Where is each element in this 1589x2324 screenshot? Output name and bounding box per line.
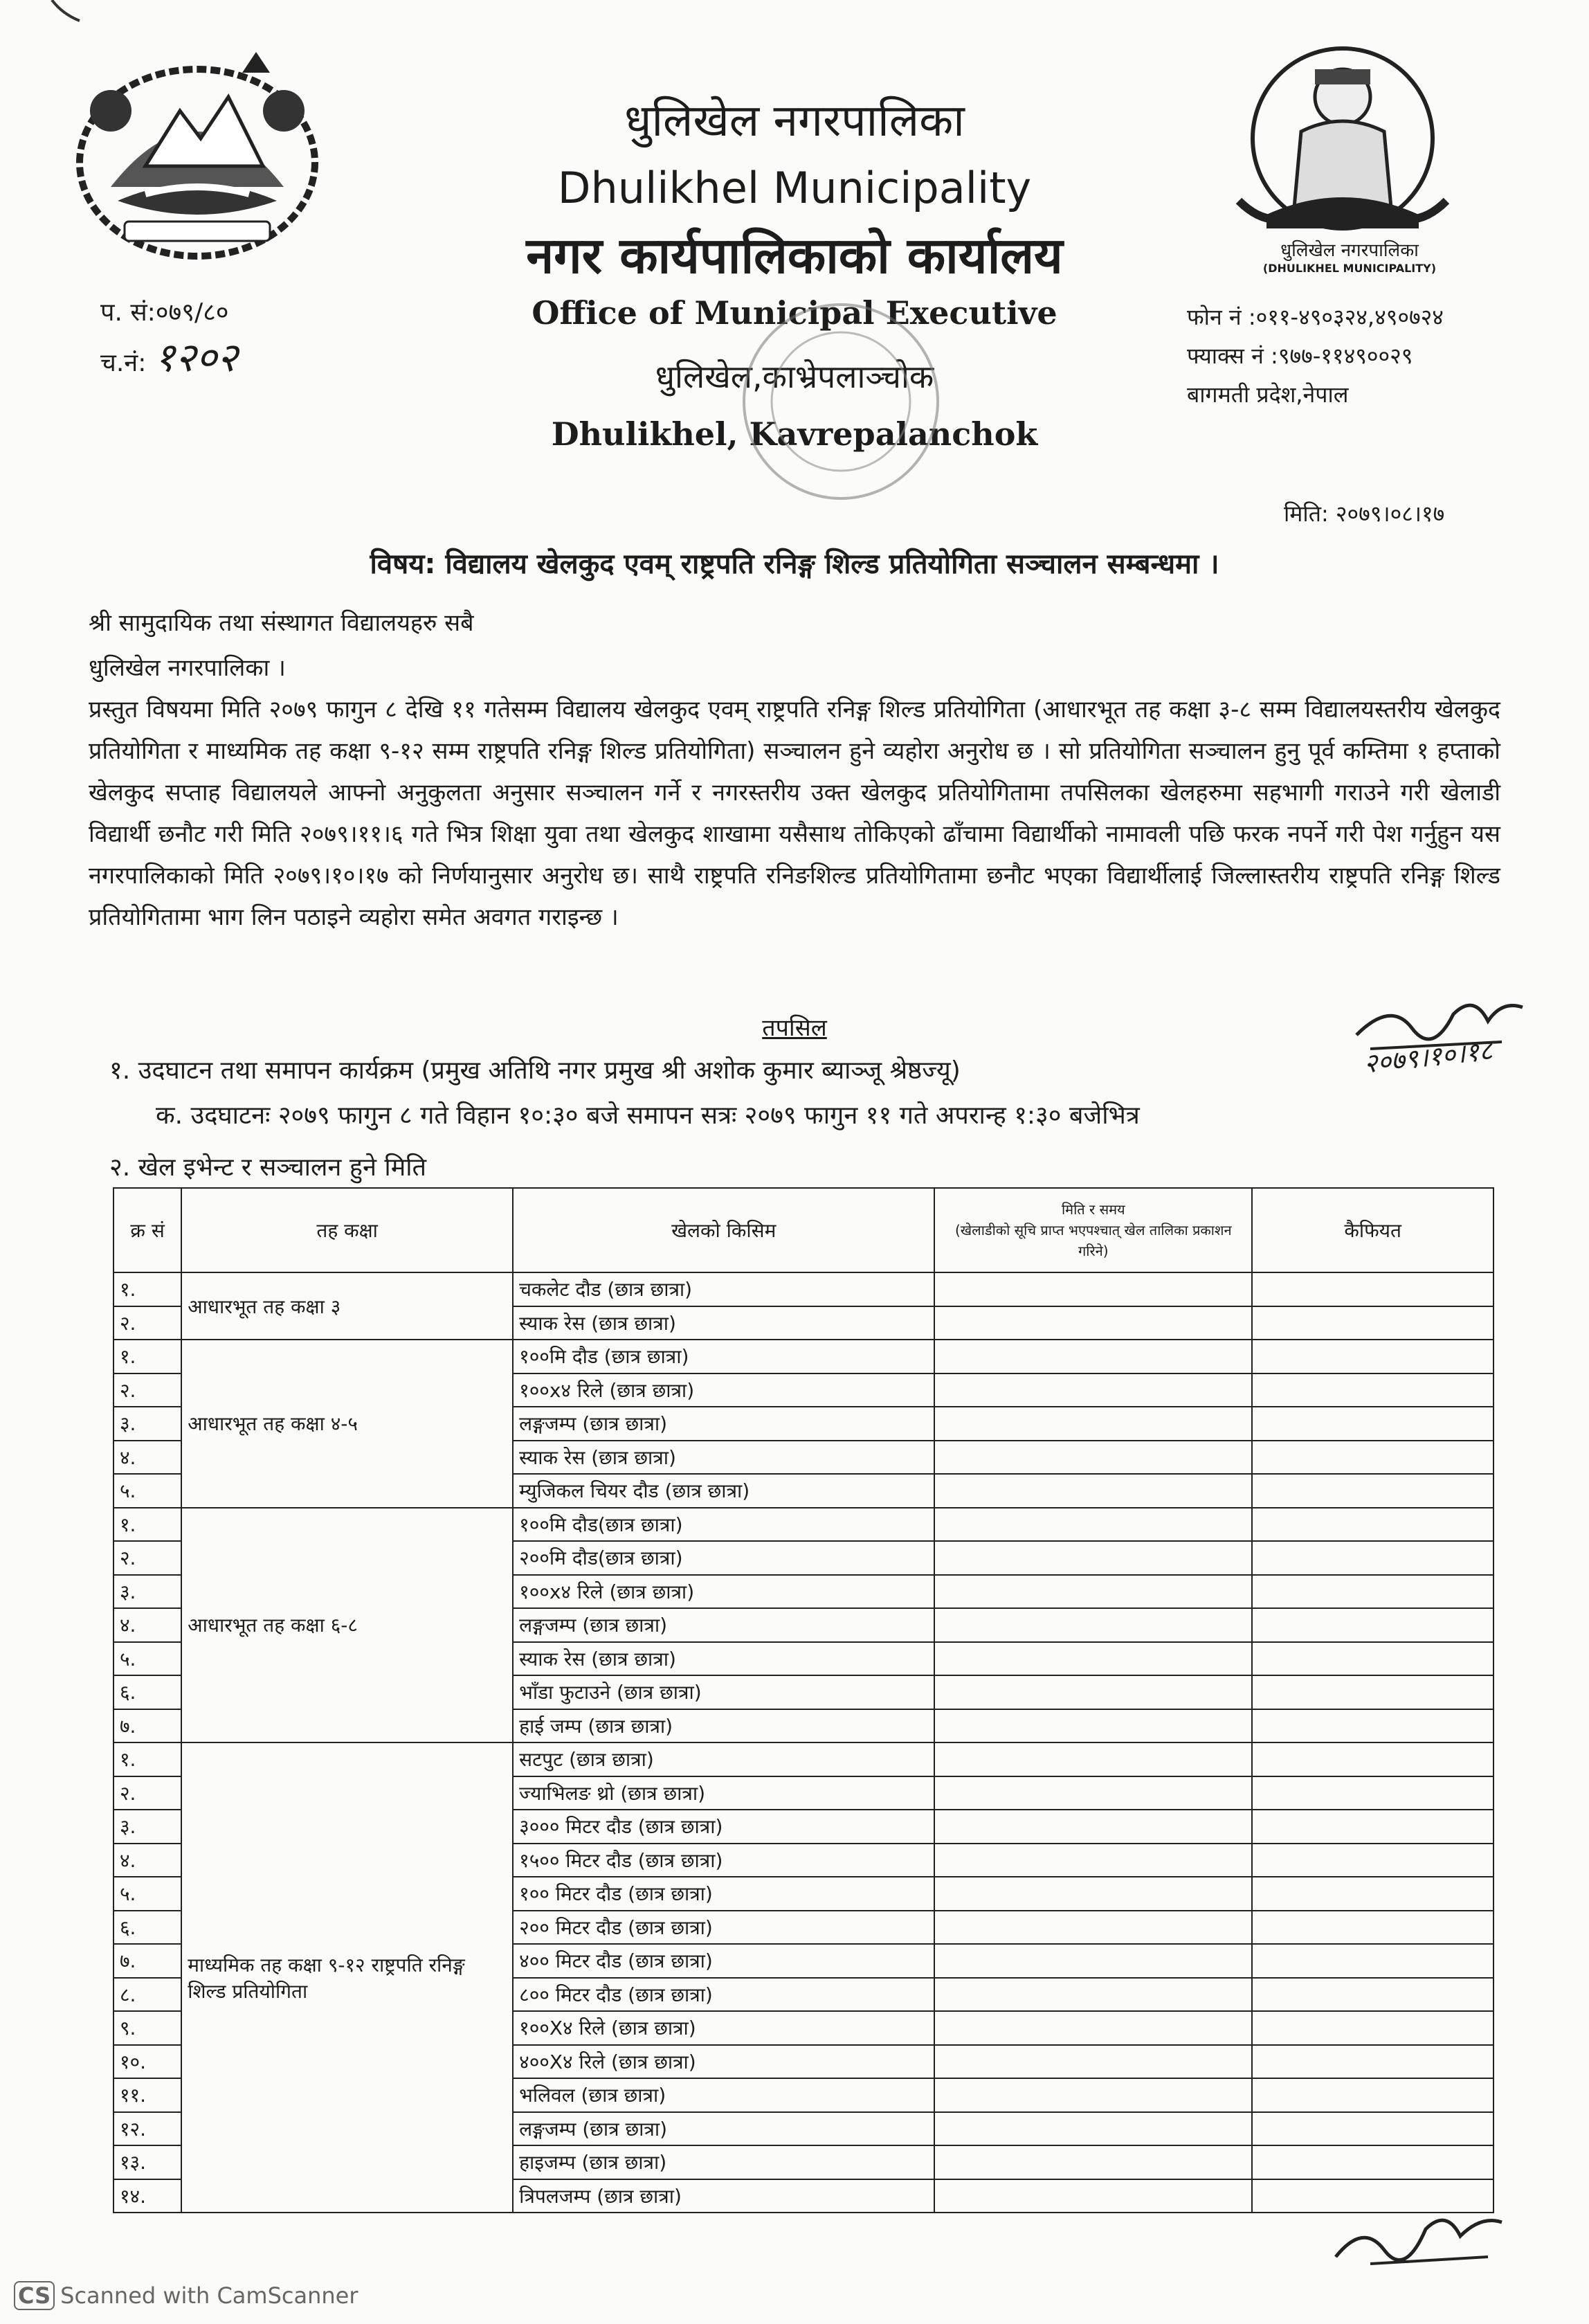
header-date xyxy=(934,1188,1252,1272)
recipient-line-1: श्री सामुदायिक तथा संस्थागत विद्यालयहरु सबै xyxy=(89,609,474,637)
row-remarks xyxy=(1252,2078,1493,2112)
reference-number: प. सं:०७९/८० xyxy=(100,298,229,327)
row-game: स्याक रेस (छात्र छात्रा) xyxy=(513,1441,934,1475)
camscanner-logo: CS xyxy=(14,2281,55,2310)
row-sn: ५. xyxy=(113,1877,181,1911)
row-date xyxy=(934,2011,1252,2045)
row-sn: ७. xyxy=(113,1944,181,1978)
row-remarks xyxy=(1252,1642,1493,1676)
row-remarks xyxy=(1252,2045,1493,2079)
row-remarks xyxy=(1252,2112,1493,2146)
row-remarks xyxy=(1252,1978,1493,2012)
row-sn: ११. xyxy=(113,2078,181,2112)
row-remarks xyxy=(1252,1877,1493,1911)
header-sn: क्र सं xyxy=(113,1188,181,1272)
row-date xyxy=(934,1877,1252,1911)
row-game: १५०० मिटर दौड (छात्र छात्रा) xyxy=(513,1844,934,1877)
row-date xyxy=(934,1709,1252,1743)
row-remarks xyxy=(1252,1844,1493,1877)
row-remarks xyxy=(1252,1575,1493,1609)
row-sn: ४. xyxy=(113,1844,181,1877)
row-date xyxy=(934,1978,1252,2012)
letter-body: प्रस्तुत विषयमा मिति २०७९ फागुन ८ देखि ११ गतेसम्म विद्यालय खेलकुद एवम् राष्ट्रपति रनिङ्ग शिल्ड प्रतियोगिता (आधारभूत तह कक्षा ३-८ सम्म विद्यालयस्तरीय खेलकुद प्रतियोगिता र माध्यमिक तह कक्षा ९-१२ सम्म राष्ट्रपति रनिङ्ग शिल्ड प्रतियोगिता) सञ्चालन हुने व्यहोरा अनुरोध छ । सो प्रतियोगिता सञ्चालन हुनु पूर्व कम्तिमा १ हप्ताको खेलकुद सप्ताह विद्यालयले आफ्नो अनुकुलता अनुसार सञ्चालन गर्ने र नगरस्तरीय उक्त खेलकुद प्रतियोगितामा तपसिलका खेलहरुमा सहभागी गराउने गरी खेलाडी विद्यार्थी छनौट गरी मिति २०७९।११।६ गते भित्र शिक्षा युवा तथा खेलकुद शाखामा यसैसाथ तोकिएको ढाँचामा विद्यार्थीको नामावली पछि फरक नपर्ने गरी पेश गर्नुहुन यस नगरपालिकाको मिति २०७९।१०।१७ को निर्णयानुसार अनुरोध छ। साथै राष्ट्रपति रनिङशिल्ड प्रतियोगितामा छनौट भएका विद्यार्थीलाई जिल्लास्तरीय राष्ट्रपति रनिङ्ग शिल्ड प्रतियोगितामा भाग लिन पठाइने व्यहोरा समेत अवगत गराइन्छ । xyxy=(89,696,1500,931)
row-game: १०० मिटर दौड (छात्र छात्रा) xyxy=(513,1877,934,1911)
municipality-title-np: धुलिखेल नगरपालिका xyxy=(624,96,965,147)
row-date xyxy=(934,1272,1252,1306)
row-sn: ८. xyxy=(113,1978,181,2012)
row-date xyxy=(934,1340,1252,1373)
row-game: ३००० मिटर दौड (छात्र छात्रा) xyxy=(513,1810,934,1844)
row-remarks xyxy=(1252,1742,1493,1776)
program-item-1: १. उदघाटन तथा समापन कार्यक्रम (प्रमुख अतिथि नगर प्रमुख श्री अशोक कुमार ब्याञ्जू श्रेष्ठज्यू) xyxy=(109,1056,961,1085)
scanned-with-text: Scanned with CamScanner xyxy=(60,2282,358,2309)
header-date-line2: (खेलाडीको सूचि प्राप्त भएपश्चात् खेल तालिका प्रकाशन गरिने) xyxy=(954,1222,1232,1259)
table-row xyxy=(113,1508,1493,1542)
row-remarks xyxy=(1252,1474,1493,1508)
row-date xyxy=(934,1508,1252,1542)
row-sn: ३. xyxy=(113,1810,181,1844)
row-remarks xyxy=(1252,1911,1493,1945)
province: बागमती प्रदेश,नेपाल xyxy=(1187,381,1349,408)
row-sn: २. xyxy=(113,1306,181,1340)
row-remarks xyxy=(1252,1407,1493,1441)
row-date xyxy=(934,1675,1252,1709)
row-game: १००मि दौड(छात्र छात्रा) xyxy=(513,1508,934,1542)
row-date xyxy=(934,1742,1252,1776)
row-sn: २. xyxy=(113,1541,181,1575)
row-remarks xyxy=(1252,1441,1493,1475)
row-date xyxy=(934,1373,1252,1407)
row-date xyxy=(934,1474,1252,1508)
row-date xyxy=(934,2145,1252,2179)
row-game: ४००X४ रिले (छात्र छात्रा) xyxy=(513,2045,934,2079)
letter-subject: विषय: विद्यालय खेलकुद एवम् राष्ट्रपति रनिङ्ग शिल्ड प्रतियोगिता सञ्चालन सम्बन्धमा । xyxy=(370,548,1219,580)
fax-number: फ्याक्स नं :९७७-११४९००२९ xyxy=(1187,343,1413,369)
row-date xyxy=(934,1407,1252,1441)
row-remarks xyxy=(1252,1776,1493,1810)
row-date xyxy=(934,1844,1252,1877)
row-sn: ७. xyxy=(113,1709,181,1743)
phone-number: फोन नं :०११-४९०३२४,४९०७२४ xyxy=(1187,304,1444,330)
signature-icon xyxy=(1329,2195,1509,2278)
row-sn: ३. xyxy=(113,1575,181,1609)
row-sn: ९. xyxy=(113,2011,181,2045)
row-level: आधारभूत तह कक्षा ३ xyxy=(181,1272,513,1340)
row-level: माध्यमिक तह कक्षा ९-१२ राष्ट्रपति रनिङ्ग शिल्ड प्रतियोगिता xyxy=(181,1742,513,2213)
row-game: हाई जम्प (छात्र छात्रा) xyxy=(513,1709,934,1743)
row-date xyxy=(934,1944,1252,1978)
dispatch-number-line xyxy=(100,335,238,386)
reference-block xyxy=(100,291,238,386)
corner-mark xyxy=(48,0,83,28)
row-game: स्याक रेस (छात्र छात्रा) xyxy=(513,1306,934,1340)
row-remarks xyxy=(1252,1272,1493,1306)
row-date xyxy=(934,1642,1252,1676)
row-remarks xyxy=(1252,2145,1493,2179)
row-date xyxy=(934,1575,1252,1609)
row-game: लङ्गजम्प (छात्र छात्रा) xyxy=(513,1608,934,1642)
row-game: २००मि दौड(छात्र छात्रा) xyxy=(513,1541,934,1575)
contact-block xyxy=(1187,298,1444,414)
row-game: सटपुट (छात्र छात्रा) xyxy=(513,1742,934,1776)
row-remarks xyxy=(1252,1541,1493,1575)
emblem-caption-en: (DHULIKHEL MUNICIPALITY) xyxy=(1262,262,1437,275)
row-date xyxy=(934,1441,1252,1475)
table-row xyxy=(113,1340,1493,1373)
row-date xyxy=(934,1776,1252,1810)
program-item-1a: क. उदघाटनः २०७९ फागुन ८ गते विहान १०:३० बजे समापन सत्रः २०७९ फागुन ११ गते अपरान्ह १:३० बजेभित्र xyxy=(156,1101,1140,1130)
row-game: चकलेट दौड (छात्र छात्रा) xyxy=(513,1272,934,1306)
row-level: आधारभूत तह कक्षा ६-८ xyxy=(181,1508,513,1743)
row-date xyxy=(934,2179,1252,2213)
row-remarks xyxy=(1252,1810,1493,1844)
row-sn: १. xyxy=(113,1742,181,1776)
table-row xyxy=(113,1742,1493,1776)
row-sn: १३. xyxy=(113,2145,181,2179)
office-title-en: Office of Municipal Executive xyxy=(532,294,1057,332)
row-game: त्रिपलजम्प (छात्र छात्रा) xyxy=(513,2179,934,2213)
scanner-footer xyxy=(14,2281,358,2310)
row-game: स्याक रेस (छात्र छात्रा) xyxy=(513,1642,934,1676)
events-table xyxy=(113,1187,1494,2213)
signature-date: २०७९।१०।१८ xyxy=(1362,1035,1494,1079)
row-remarks xyxy=(1252,1340,1493,1373)
address-np: धुलिखेल,काभ्रेपलाञ्चोक xyxy=(655,358,934,395)
row-sn: ५. xyxy=(113,1642,181,1676)
row-sn: १. xyxy=(113,1272,181,1306)
letter-date: मिति: २०७९।०८।१७ xyxy=(1284,501,1445,527)
row-sn: ४. xyxy=(113,1441,181,1475)
row-game: १००x४ रिले (छात्र छात्रा) xyxy=(513,1373,934,1407)
row-game: ८०० मिटर दौड (छात्र छात्रा) xyxy=(513,1978,934,2012)
row-game: भलिवल (छात्र छात्रा) xyxy=(513,2078,934,2112)
row-game: २०० मिटर दौड (छात्र छात्रा) xyxy=(513,1911,934,1945)
table-body xyxy=(113,1272,1493,2213)
row-sn: ४. xyxy=(113,1608,181,1642)
tapsil-heading: तपसिल xyxy=(762,1014,827,1042)
row-sn: १२. xyxy=(113,2112,181,2146)
header-date-line1: मिति र समय xyxy=(1061,1201,1125,1218)
row-game: लङ्गजम्प (छात्र छात्रा) xyxy=(513,1407,934,1441)
row-sn: १. xyxy=(113,1340,181,1373)
row-game: भाँडा फुटाउने (छात्र छात्रा) xyxy=(513,1675,934,1709)
row-sn: ६. xyxy=(113,1675,181,1709)
row-game: १००X४ रिले (छात्र छात्रा) xyxy=(513,2011,934,2045)
row-game: ४०० मिटर दौड (छात्र छात्रा) xyxy=(513,1944,934,1978)
row-game: १००मि दौड (छात्र छात्रा) xyxy=(513,1340,934,1373)
row-level: आधारभूत तह कक्षा ४-५ xyxy=(181,1340,513,1508)
table-row xyxy=(113,1272,1493,1306)
row-remarks xyxy=(1252,1306,1493,1340)
row-remarks xyxy=(1252,1675,1493,1709)
row-remarks xyxy=(1252,1608,1493,1642)
row-sn: २. xyxy=(113,1373,181,1407)
row-remarks xyxy=(1252,1709,1493,1743)
row-game: ज्याभिलङ थ्रो (छात्र छात्रा) xyxy=(513,1776,934,1810)
row-date xyxy=(934,1306,1252,1340)
row-remarks xyxy=(1252,1373,1493,1407)
row-sn: ३. xyxy=(113,1407,181,1441)
program-item-2: २. खेल इभेन्ट र सञ्चालन हुने मिति xyxy=(109,1153,427,1182)
recipient-line-2: धुलिखेल नगरपालिका । xyxy=(89,654,286,682)
row-sn: ६. xyxy=(113,1911,181,1945)
header-game: खेलको किसिम xyxy=(513,1188,934,1272)
office-title-np: नगर कार्यपालिकाको कार्यालय xyxy=(526,226,1063,285)
office-stamp-icon xyxy=(734,291,948,512)
row-remarks xyxy=(1252,1508,1493,1542)
row-date xyxy=(934,1911,1252,1945)
header-level: तह कक्षा xyxy=(181,1188,513,1272)
row-sn: १०. xyxy=(113,2045,181,2079)
row-date xyxy=(934,1608,1252,1642)
row-game: म्युजिकल चियर दौड (छात्र छात्रा) xyxy=(513,1474,934,1508)
row-date xyxy=(934,2045,1252,2079)
row-sn: १. xyxy=(113,1508,181,1542)
table-header-row xyxy=(113,1188,1493,1272)
row-game: १००x४ रिले (छात्र छात्रा) xyxy=(513,1575,934,1609)
row-date xyxy=(934,1810,1252,1844)
row-remarks xyxy=(1252,1944,1493,1978)
row-sn: ५. xyxy=(113,1474,181,1508)
row-game: हाइजम्प (छात्र छात्रा) xyxy=(513,2145,934,2179)
row-game: लङ्गजम्प (छात्र छात्रा) xyxy=(513,2112,934,2146)
row-date xyxy=(934,2078,1252,2112)
dispatch-number: १२०२ xyxy=(154,334,238,381)
header-remarks: कैफियत xyxy=(1252,1188,1493,1272)
row-sn: १४. xyxy=(113,2179,181,2213)
row-date xyxy=(934,1541,1252,1575)
address-en: Dhulikhel, Kavrepalanchok xyxy=(551,415,1038,453)
dispatch-label: च.नं: xyxy=(100,349,147,377)
row-remarks xyxy=(1252,2011,1493,2045)
emblem-caption-np: धुलिखेल नगरपालिका xyxy=(1280,240,1419,261)
row-date xyxy=(934,2112,1252,2146)
row-sn: २. xyxy=(113,1776,181,1810)
municipality-title-en: Dhulikhel Municipality xyxy=(557,163,1032,213)
